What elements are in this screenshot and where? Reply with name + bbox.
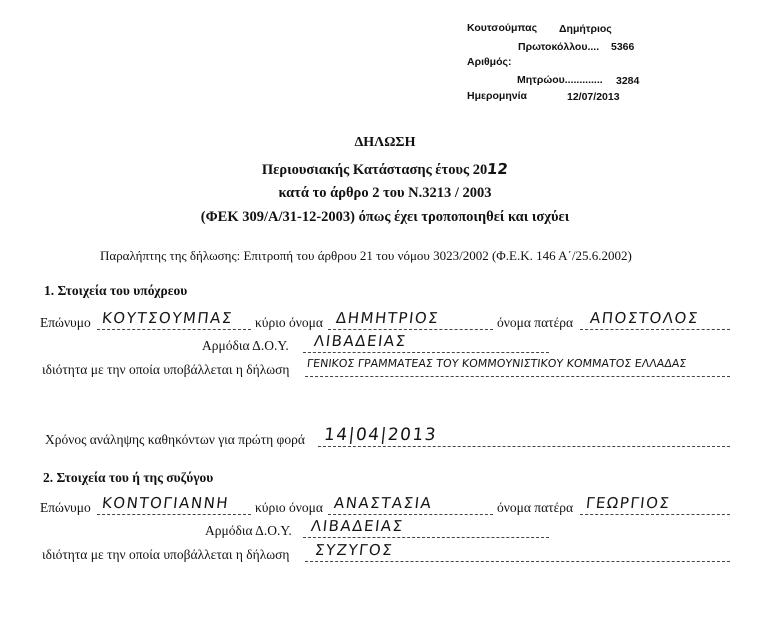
s1-firstname-label: κύριο όνομα — [255, 315, 323, 330]
s2-father-label: όνομα πατέρα — [497, 500, 574, 515]
protocol-value: 5366 — [611, 41, 635, 53]
document-title: ΔΗΛΩΣΗ — [354, 135, 416, 150]
s1-firstname-line — [328, 329, 493, 330]
s1-surname-line — [97, 329, 251, 330]
s1-start-label: Χρόνος ανάληψης καθηκόντων για πρώτη φορά — [45, 432, 305, 447]
s2-firstname-label: κύριο όνομα — [255, 500, 323, 515]
s1-capacity-value: ΓΕΝΙΚΟΣ ΓΡΑΜΜΑΤΕΑΣ ΤΟΥ ΚΟΜΜΟΥΝΙΣΤΙΚΟΥ ΚΟΜΜΑΤΟΣ ΕΛΛΑΔΑΣ — [306, 357, 688, 370]
handwritten-year: 12 — [486, 160, 510, 178]
protocol-label: Πρωτοκόλλου.... — [518, 41, 600, 53]
recipient-line: Παραλήπτης της δήλωσης: Επιτροπή του άρθρου 21 του νόμου 3023/2002 (Φ.Ε.Κ. 146 Α΄/25.6.2002) — [100, 248, 632, 263]
document-subtitle — [0, 160, 770, 179]
declarant-last-name: Κουτσούμπας — [467, 22, 538, 34]
s1-start-line — [318, 446, 730, 447]
registry-label: Μητρώου............. — [517, 74, 603, 86]
s2-firstname-value: ΑΝΑΣΤΑΣΙΑ — [333, 494, 434, 512]
declarant-first-name: Δημήτριος — [559, 23, 612, 35]
s2-capacity-line — [305, 561, 730, 562]
s2-surname-label: Επώνυμο — [40, 500, 91, 515]
s2-father-line — [580, 514, 730, 515]
s1-father-line — [580, 329, 730, 330]
s1-tax-office-label: Αρμόδια Δ.Ο.Υ. — [202, 338, 289, 353]
s1-tax-office-line — [303, 352, 549, 353]
s1-start-value: 14|04|2013 — [322, 425, 439, 445]
date-label: Ημερομηνία — [467, 90, 527, 102]
s2-capacity-label: ιδιότητα με την οποία υποβάλλεται η δήλωση — [42, 547, 290, 562]
s1-capacity-label: ιδιότητα με την οποία υποβάλλεται η δήλωση — [42, 362, 290, 377]
section2-heading: 2. Στοιχεία του ή της συζύγου — [43, 470, 214, 485]
s2-tax-office-label: Αρμόδια Δ.Ο.Υ. — [205, 523, 292, 538]
s2-father-value: ΓΕΩΡΓΙΟΣ — [585, 494, 672, 512]
s1-surname-label: Επώνυμο — [40, 315, 91, 330]
s2-surname-value: ΚΟΝΤΟΓΙΑΝΝΗ — [101, 494, 231, 512]
s1-firstname-value: ΔΗΜΗΤΡΙΟΣ — [335, 309, 441, 327]
s2-surname-line — [97, 514, 251, 515]
s1-capacity-line — [305, 376, 730, 377]
number-label: Αριθμός: — [467, 56, 512, 68]
s1-tax-office-value: ΛΙΒΑΔΕΙΑΣ — [313, 332, 408, 350]
s2-tax-office-value: ΛΙΒΑΔΕΙΑΣ — [310, 517, 405, 535]
s2-tax-office-line — [303, 537, 549, 538]
date-value: 12/07/2013 — [567, 91, 620, 103]
s1-father-label: όνομα πατέρα — [497, 315, 574, 330]
s2-firstname-line — [328, 514, 493, 515]
section1-heading: 1. Στοιχεία του υπόχρεου — [44, 283, 188, 298]
s1-surname-value: ΚΟΥΤΣΟΥΜΠΑΣ — [101, 309, 234, 327]
registry-value: 3284 — [616, 75, 640, 87]
law-reference: κατά το άρθρο 2 του Ν.3213 / 2003 — [278, 185, 492, 201]
subtitle-text: Περιουσιακής Κατάστασης έτους 20 — [261, 162, 488, 178]
gazette-reference: (ΦΕΚ 309/Α/31-12-2003) όπως έχει τροποποιηθεί και ισχύει — [200, 209, 570, 225]
s1-father-value: ΑΠΟΣΤΟΛΟΣ — [589, 309, 700, 327]
s2-capacity-value: ΣΥΖΥΓΟΣ — [314, 541, 395, 559]
